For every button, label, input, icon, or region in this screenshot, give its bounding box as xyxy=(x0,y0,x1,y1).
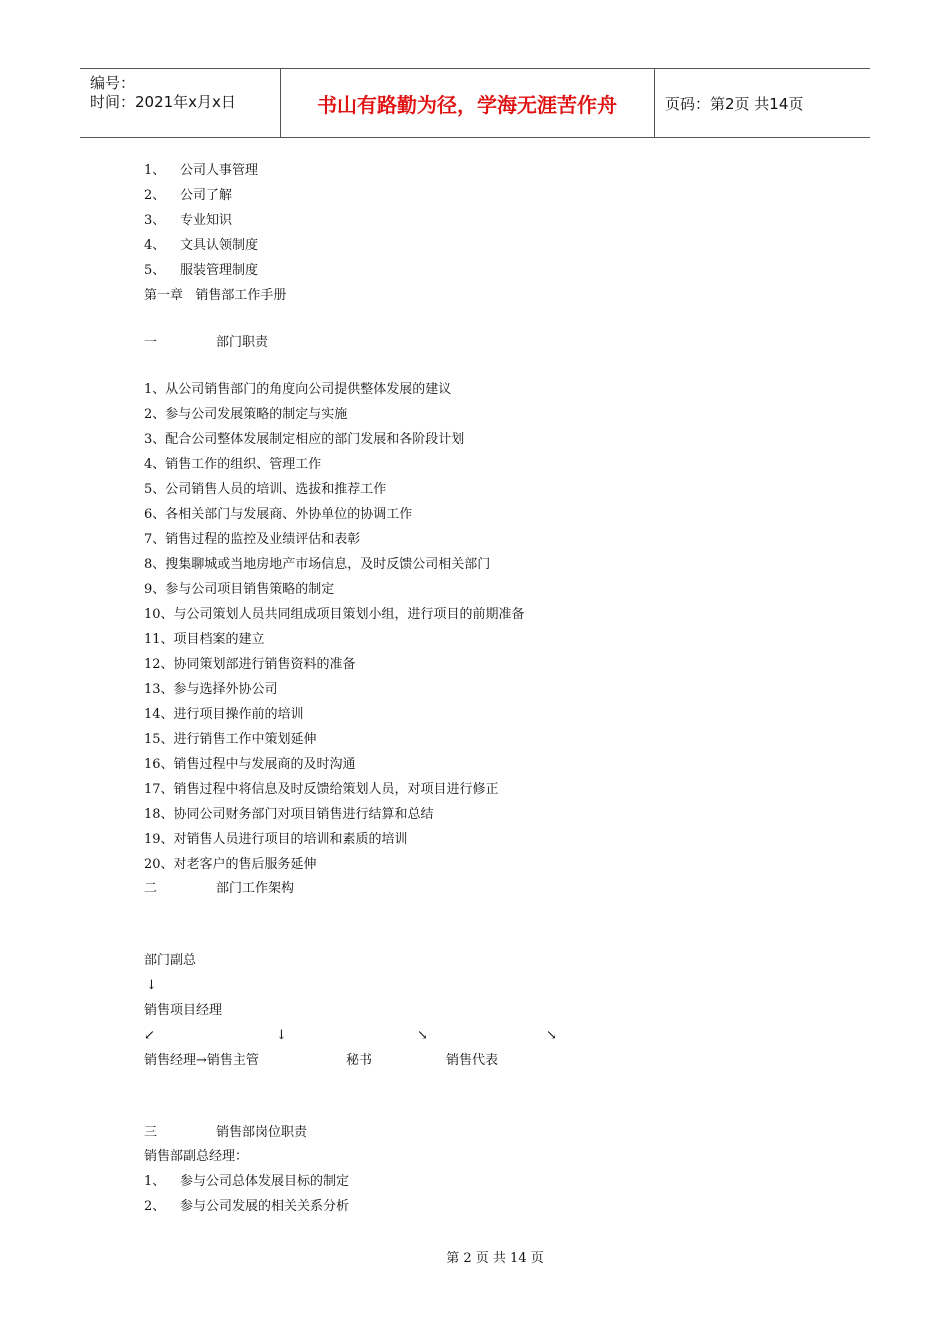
role-title: 销售部副总经理： xyxy=(144,1149,249,1164)
duty-item: 8、搜集聊城或当地房地产市场信息，及时反馈公司相关部门 xyxy=(144,557,491,572)
duty-item: 10、与公司策划人员共同组成项目策划小组，进行项目的前期准备 xyxy=(144,607,525,622)
header-motto: 书山有路勤为径，学海无涯苦作舟 xyxy=(317,93,617,117)
duty-item: 14、进行项目操作前的培训 xyxy=(144,707,304,722)
duty-item: 15、进行销售工作中策划延伸 xyxy=(144,732,317,747)
duty-item: 11、项目档案的建立 xyxy=(144,632,265,647)
arrow-down-right-icon: ↘ xyxy=(546,1028,557,1043)
duty-item: 12、协同策划部进行销售资料的准备 xyxy=(144,657,356,672)
duty-item: 17、销售过程中将信息及时反馈给策划人员，对项目进行修正 xyxy=(144,782,499,797)
header-right-cell xyxy=(654,69,871,137)
duty-item: 9、参与公司项目销售策略的制定 xyxy=(144,582,335,597)
chapter-title: 第一章 销售部工作手册 xyxy=(144,288,287,303)
duty-item: 4、销售工作的组织、管理工作 xyxy=(144,457,322,472)
arrow-down-icon: ↓ xyxy=(276,1028,287,1043)
org-node-sales-manager: 销售经理→销售主管 xyxy=(144,1053,259,1068)
duty-item: 1、从公司销售部门的角度向公司提供整体发展的建议 xyxy=(144,382,452,397)
org-node-secretary: 秘书 xyxy=(346,1053,373,1068)
duty-item: 6、各相关部门与发展商、外协单位的协调工作 xyxy=(144,507,413,522)
intro-item: 5、 服装管理制度 xyxy=(144,263,259,278)
section-heading: 一 部门职责 xyxy=(144,335,269,350)
org-node-sales-rep: 销售代表 xyxy=(446,1053,499,1068)
duty-item: 16、销售过程中与发展商的及时沟通 xyxy=(144,757,356,772)
org-node-vp: 部门副总 xyxy=(144,953,197,968)
header-left-cell xyxy=(80,69,281,137)
duty-item: 13、参与选择外协公司 xyxy=(144,682,278,697)
duty-item: 19、对销售人员进行项目的培训和素质的培训 xyxy=(144,832,408,847)
intro-item: 3、 专业知识 xyxy=(144,213,233,228)
role-item: 2、 参与公司发展的相关关系分析 xyxy=(144,1199,350,1214)
role-item: 1、 参与公司总体发展目标的制定 xyxy=(144,1174,350,1189)
date-label: 时间：2021年x月x日 xyxy=(90,93,236,111)
duty-item: 20、对老客户的售后服务延伸 xyxy=(144,857,317,872)
duty-item: 3、配合公司整体发展制定相应的部门发展和各阶段计划 xyxy=(144,432,465,447)
section-heading: 三 销售部岗位职责 xyxy=(144,1125,308,1140)
arrow-down-left-icon: ↙ xyxy=(144,1028,155,1043)
duty-item: 5、公司销售人员的培训、选拔和推荐工作 xyxy=(144,482,387,497)
arrow-down-right-icon: ↘ xyxy=(417,1028,428,1043)
section-heading: 二 部门工作架构 xyxy=(144,881,295,896)
intro-item: 1、 公司人事管理 xyxy=(144,163,259,178)
duty-item: 7、销售过程的监控及业绩评估和表彰 xyxy=(144,532,361,547)
page-footer: 第 2 页 共 14 页 xyxy=(446,1251,544,1266)
intro-item: 2、 公司了解 xyxy=(144,188,233,203)
page-header xyxy=(80,68,870,138)
duty-item: 2、参与公司发展策略的制定与实施 xyxy=(144,407,348,422)
serial-number-label: 编号： xyxy=(90,74,136,92)
arrow-down-icon: ↓ xyxy=(146,978,157,993)
org-node-project-manager: 销售项目经理 xyxy=(144,1003,223,1018)
page-info: 页码：第2页 共14页 xyxy=(665,95,804,113)
duty-item: 18、协同公司财务部门对项目销售进行结算和总结 xyxy=(144,807,434,822)
intro-item: 4、 文具认领制度 xyxy=(144,238,259,253)
